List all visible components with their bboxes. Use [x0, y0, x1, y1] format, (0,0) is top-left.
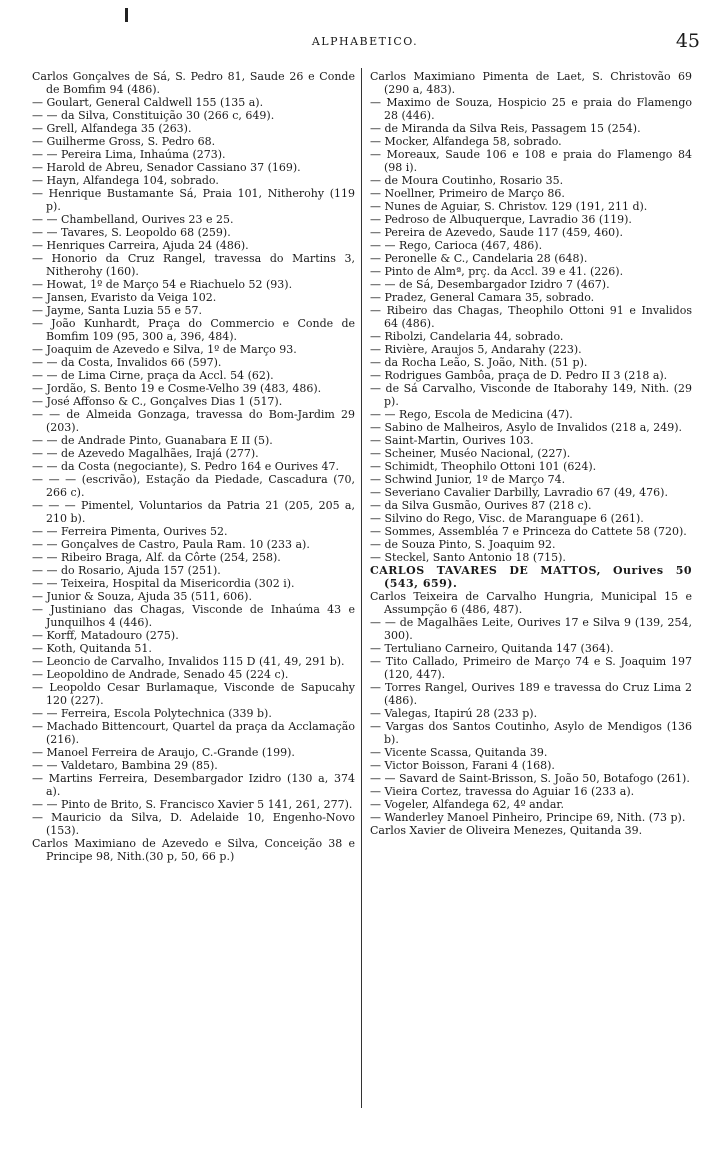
directory-entry: Carlos Teixeira de Carvalho Hungria, Municipal 15 e Assumpção 6 (486, 487). — [370, 590, 692, 616]
directory-entry: — Guilherme Gross, S. Pedro 68. — [32, 135, 216, 148]
directory-entry: — Jansen, Evaristo da Veiga 102. — [32, 291, 217, 304]
directory-entry: — Jayme, Santa Luzia 55 e 57. — [32, 304, 203, 317]
directory-entry: — Ribolzi, Candelaria 44, sobrado. — [370, 330, 564, 343]
directory-entry: Carlos Xavier de Oliveira Menezes, Quitanda 39. — [370, 824, 643, 837]
directory-entry: — Rivière, Araujos 5, Andarahy (223). — [370, 343, 582, 356]
directory-entry: — Severiano Cavalier Darbilly, Lavradio 67 (49, 476). — [370, 486, 668, 499]
directory-entry: — — de Azevedo Magalhães, Irajá (277). — [32, 447, 259, 460]
left-column — [32, 70, 355, 863]
directory-entry: — — Rego, Carioca (467, 486). — [370, 239, 543, 252]
directory-entry: — — — Pimentel, Voluntarios da Patria 21 (205, 205 a, 210 b). — [32, 499, 355, 525]
directory-entry: — — do Rosario, Ajuda 157 (251). — [32, 564, 221, 577]
directory-entry: — — de Almeida Gonzaga, travessa do Bom-Jardim 29 (203). — [32, 408, 355, 434]
directory-entry: — Tertuliano Carneiro, Quitanda 147 (364). — [370, 642, 614, 655]
directory-entry: — Leopoldino de Andrade, Senado 45 (224 c). — [32, 668, 289, 681]
directory-entry: — José Affonso & C., Gonçalves Dias 1 (517). — [32, 395, 283, 408]
directory-entry: — Leopoldo Cesar Burlamaque, Visconde de Sapucahy 120 (227). — [32, 681, 355, 707]
directory-entry: — Ribeiro das Chagas, Theophilo Ottoni 91 e Invalidos 64 (486). — [370, 304, 692, 330]
directory-entry: — Torres Rangel, Ourives 189 e travessa do Cruz Lima 2 (486). — [370, 681, 692, 707]
directory-entry: CARLOS TAVARES DE MATTOS, Ourives 50 (543, 659). — [370, 564, 692, 590]
page-header — [30, 30, 700, 52]
directory-entry: — Honorio da Cruz Rangel, travessa do Martins 3, Nitherohy (160). — [32, 252, 355, 278]
directory-entry: — — Ferreira Pimenta, Ourives 52. — [32, 525, 228, 538]
directory-entry: Carlos Maximiano Pimenta de Laet, S. Christovão 69 (290 a, 483). — [370, 70, 692, 96]
directory-entry: — Koth, Quitanda 51. — [32, 642, 152, 655]
directory-entry: — Henrique Bustamante Sá, Praia 101, Nitherohy (119 p). — [32, 187, 355, 213]
directory-entry: — — de Lima Cirne, praça da Accl. 54 (62). — [32, 369, 274, 382]
directory-entry: — João Kunhardt, Praça do Commercio e Conde de Bomfim 109 (95, 300 a, 396, 484). — [32, 317, 355, 343]
directory-entry: — Saint-Martin, Ourives 103. — [370, 434, 534, 447]
print-mark — [125, 8, 128, 22]
directory-entry: — Vieira Cortez, travessa do Aguiar 16 (233 a). — [370, 785, 635, 798]
directory-entry: — Leoncio de Carvalho, Invalidos 115 D (41, 49, 291 b). — [32, 655, 345, 668]
directory-entry: — Victor Boisson, Farani 4 (168). — [370, 759, 555, 772]
directory-entry: — de Moura Coutinho, Rosario 35. — [370, 174, 564, 187]
directory-entry: — Nunes de Aguiar, S. Christov. 129 (191, 211 d). — [370, 200, 648, 213]
directory-entry: — Wanderley Manoel Pinheiro, Principe 69, Nith. (73 p). — [370, 811, 686, 824]
directory-entry: — — Tavares, S. Leopoldo 68 (259). — [32, 226, 231, 239]
directory-entry: — Schwind Junior, 1º de Março 74. — [370, 473, 566, 486]
directory-entry: — Vicente Scassa, Quitanda 39. — [370, 746, 548, 759]
directory-entry: — Hayn, Alfandega 104, sobrado. — [32, 174, 219, 187]
directory-entry: — Junior & Souza, Ajuda 35 (511, 606). — [32, 590, 252, 603]
directory-entry: — Goulart, General Caldwell 155 (135 a). — [32, 96, 264, 109]
directory-entry: — Jordão, S. Bento 19 e Cosme-Velho 39 (483, 486). — [32, 382, 322, 395]
directory-entry: — Rodrigues Gambôa, praça de D. Pedro II 3 (218 a). — [370, 369, 668, 382]
directory-entry: — — Ribeiro Braga, Alf. da Côrte (254, 258). — [32, 551, 281, 564]
directory-entry: — Maximo de Souza, Hospicio 25 e praia do Flamengo 28 (446). — [370, 96, 692, 122]
directory-entry: — Justiniano das Chagas, Visconde de Inhaúma 43 e Junquilhos 4 (446). — [32, 603, 355, 629]
directory-entry: — — Teixeira, Hospital da Misericordia (302 i). — [32, 577, 295, 590]
directory-entry: — Korff, Matadouro (275). — [32, 629, 179, 642]
directory-entry: — Pereira de Azevedo, Saude 117 (459, 460). — [370, 226, 623, 239]
directory-entry: Carlos Gonçalves de Sá, S. Pedro 81, Saude 26 e Conde de Bomfim 94 (486). — [32, 70, 355, 96]
directory-entry: — — da Costa (negociante), S. Pedro 164 e Ourives 47. — [32, 460, 340, 473]
directory-entry: — Pradez, General Camara 35, sobrado. — [370, 291, 595, 304]
directory-entry: — Scheiner, Muséo Nacional, (227). — [370, 447, 571, 460]
directory-entry: — — de Magalhães Leite, Ourives 17 e Silva 9 (139, 254, 300). — [370, 616, 692, 642]
directory-entry: — Mauricio da Silva, D. Adelaide 10, Engenho-Novo (153). — [32, 811, 355, 837]
column-divider — [361, 68, 362, 1108]
directory-entry: — Howat, 1º de Março 54 e Riachuelo 52 (93). — [32, 278, 293, 291]
directory-entry: — Moreaux, Saude 106 e 108 e praia do Flamengo 84 (98 i). — [370, 148, 692, 174]
directory-entry: — Vogeler, Alfandega 62, 4º andar. — [370, 798, 564, 811]
directory-entry: — da Rocha Leão, S. João, Nith. (51 p). — [370, 356, 588, 369]
directory-entry: — Machado Bittencourt, Quartel da praça da Acclamação (216). — [32, 720, 355, 746]
directory-entry: — Pedroso de Albuquerque, Lavradio 36 (119). — [370, 213, 632, 226]
directory-entry: — de Sá Carvalho, Visconde de Itaborahy 149, Nith. (29 p). — [370, 382, 692, 408]
directory-entry: — Tito Callado, Primeiro de Março 74 e S. Joaquim 197 (120, 447). — [370, 655, 692, 681]
directory-entry: — — de Sá, Desembargador Izidro 7 (467). — [370, 278, 610, 291]
directory-entry: — Sommes, Assembléa 7 e Princeza do Cattete 58 (720). — [370, 525, 687, 538]
directory-entry: — Manoel Ferreira de Araujo, C.-Grande (199). — [32, 746, 295, 759]
directory-entry: — Noellner, Primeiro de Março 86. — [370, 187, 565, 200]
directory-entry: — Valegas, Itapirú 28 (233 p). — [370, 707, 538, 720]
directory-entry: — — Gonçalves de Castro, Paula Ram. 10 (233 a). — [32, 538, 310, 551]
directory-entry: — Henriques Carreira, Ajuda 24 (486). — [32, 239, 249, 252]
directory-entry: — Steckel, Santo Antonio 18 (715). — [370, 551, 566, 564]
directory-entry: — Silvino do Rego, Visc. de Maranguape 6 (261). — [370, 512, 644, 525]
directory-entry: — Peronelle & C., Candelaria 28 (648). — [370, 252, 588, 265]
directory-entry: — Vargas dos Santos Coutinho, Asylo de Mendigos (136 b). — [370, 720, 692, 746]
directory-entry: — Grell, Alfandega 35 (263). — [32, 122, 192, 135]
directory-entry: Carlos Maximiano de Azevedo e Silva, Conceição 38 e Principe 98, Nith.(30 p, 50, 66 p.) — [32, 837, 355, 863]
directory-entry: — — da Silva, Constituição 30 (266 c, 649). — [32, 109, 275, 122]
directory-entry: — — Pinto de Brito, S. Francisco Xavier 5 141, 261, 277). — [32, 798, 353, 811]
directory-entry: — — — (escrivão), Estação da Piedade, Cascadura (70, 266 c). — [32, 473, 355, 499]
directory-entry: — Harold de Abreu, Senador Cassiano 37 (169). — [32, 161, 301, 174]
right-column — [370, 70, 692, 837]
directory-entry: — Sabino de Malheiros, Asylo de Invalidos (218 a, 249). — [370, 421, 683, 434]
directory-entry: — Martins Ferreira, Desembargador Izidro (130 a, 374 a). — [32, 772, 355, 798]
directory-entry: — — Valdetaro, Bambina 29 (85). — [32, 759, 218, 772]
directory-entry: — — Ferreira, Escola Polytechnica (339 b). — [32, 707, 272, 720]
directory-entry: — — Rego, Escola de Medicina (47). — [370, 408, 573, 421]
directory-entry: — Joaquim de Azevedo e Silva, 1º de Março 93. — [32, 343, 297, 356]
directory-entry: — da Silva Gusmão, Ourives 87 (218 c). — [370, 499, 592, 512]
directory-entry: — de Souza Pinto, S. Joaquim 92. — [370, 538, 556, 551]
directory-entry: — — da Costa, Invalidos 66 (597). — [32, 356, 222, 369]
directory-entry: — — de Andrade Pinto, Guanabara E II (5). — [32, 434, 273, 447]
page-number: 45 — [675, 30, 700, 52]
directory-entry: — — Savard de Saint-Brisson, S. João 50, Botafogo (261). — [370, 772, 690, 785]
running-title: ALPHABETICO. — [311, 35, 419, 48]
directory-entry: — Mocker, Alfandega 58, sobrado. — [370, 135, 562, 148]
directory-entry: — de Miranda da Silva Reis, Passagem 15 (254). — [370, 122, 641, 135]
directory-entry: — Schimidt, Theophilo Ottoni 101 (624). — [370, 460, 597, 473]
directory-entry: — Pinto de Almª, prç. da Accl. 39 e 41. (226). — [370, 265, 624, 278]
directory-entry: — — Chambelland, Ourives 23 e 25. — [32, 213, 234, 226]
directory-entry: — — Pereira Lima, Inhaúma (273). — [32, 148, 226, 161]
